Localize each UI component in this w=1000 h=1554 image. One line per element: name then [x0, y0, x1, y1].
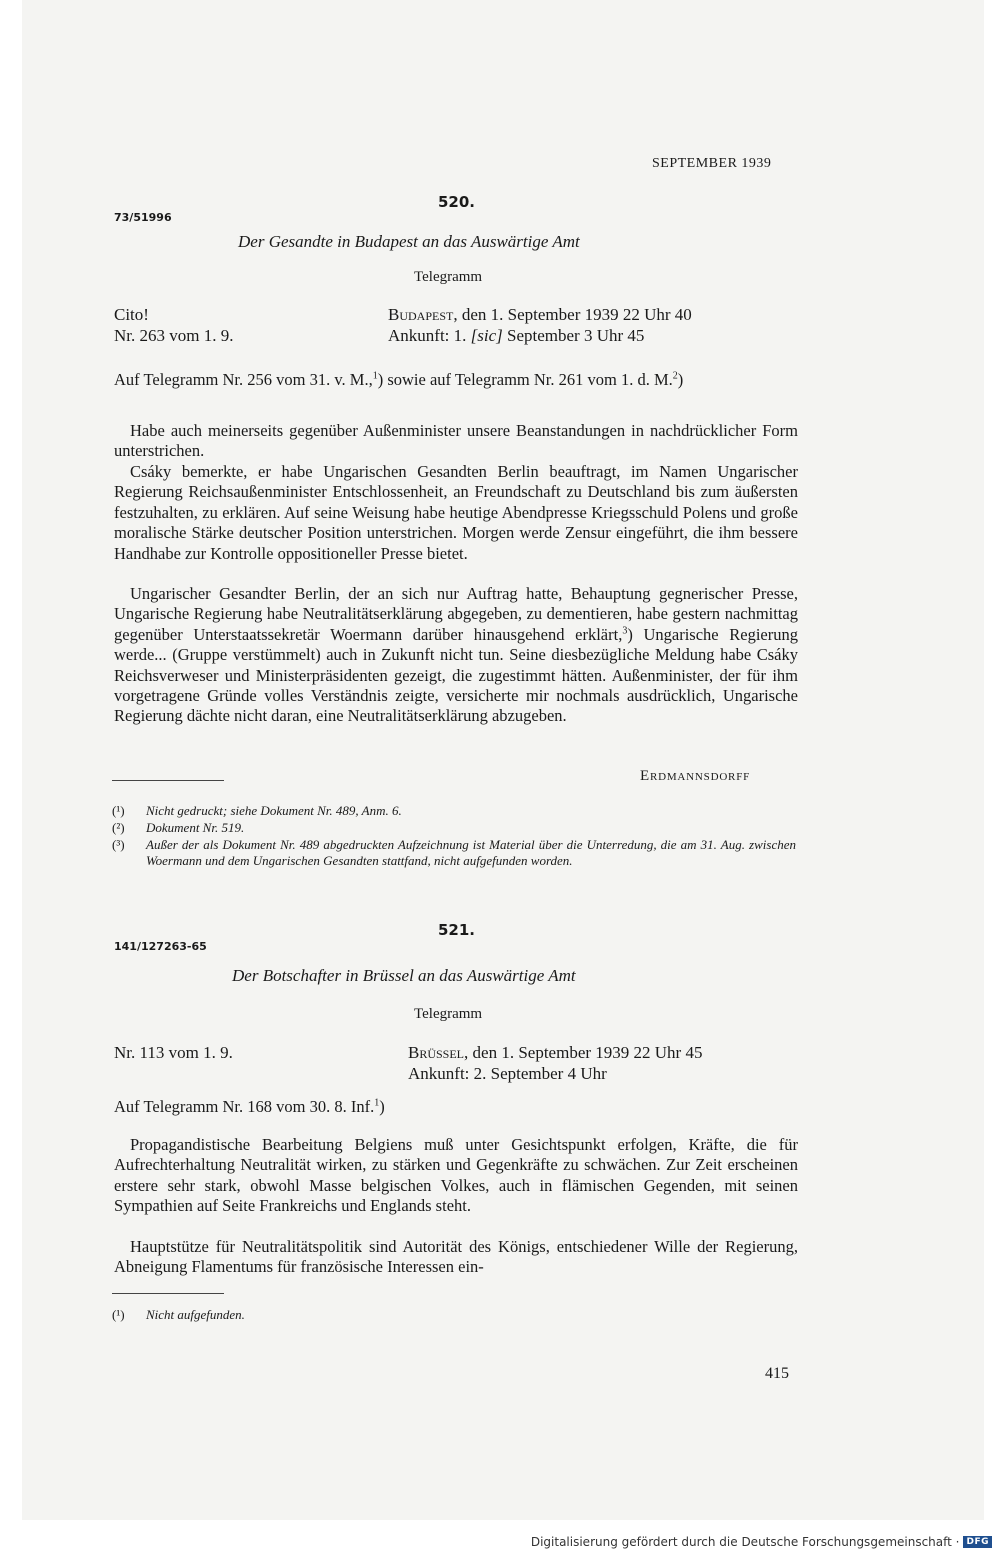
sent-line-521: [408, 1043, 702, 1063]
archive-reference-521: 141/127263-65: [114, 940, 207, 953]
body-paragraph-521-1: Propagandistische Bearbeitung Belgiens muß unter Gesichtspunkt erfolgen, Kräfte, die für Aufrechterhaltung Neutralität wirken, zu stärken und Gegenkräfte zu schwächen. Zur Zeit erscheinen erstere sehr stark, obwohl Masse belgischen Volkes, auch in flämischen Gegenden, mit seinen Sympathien auf Seite Frankreichs und Englands steht.: [114, 1135, 798, 1216]
footnote-text: Nicht aufgefunden.: [146, 1307, 245, 1322]
body-paragraph-520-1: Habe auch meinerseits gegenüber Außenminister unsere Beanstandungen in nachdrücklicher Form unterstrichen.: [114, 421, 798, 461]
footnote-marker: (³): [112, 837, 125, 852]
footnote-ref-1: 1: [372, 370, 378, 382]
arrival-rest-520: September 3 Uhr 45: [502, 326, 645, 345]
reference-text-a: Auf Telegramm Nr. 168 vom 30. 8. Inf.: [114, 1097, 375, 1116]
dfg-logo-icon: DFG: [963, 1536, 992, 1548]
sent-line-520: [388, 305, 692, 325]
arrival-line-521: Ankunft: 2. September 4 Uhr: [408, 1064, 607, 1083]
paragraph-3-text-b: ) Ungarische Regierung werde... (Gruppe verstümmelt) auch in Zukunft nicht tun. Seine diesbezügliche Meldung habe Csáky Reichsverweser und Ministerpräsidenten gezeigt, die zugestimmt hätten. Außenminister, der für ihm vorgetragene Gründe volles Verständnis zeigte, versicherte mir nochmals ausdrücklich, Ungarische Regierung dächte nicht daran, eine Neutralitätserklärung abzugeben.: [114, 624, 798, 726]
running-head: SEPTEMBER 1939: [652, 156, 772, 171]
document-type-520: Telegramm: [414, 269, 483, 285]
footnote-ref-2: 2: [672, 370, 678, 382]
body-paragraph-521-2: Hauptstütze für Neutralitätspolitik sind Autorität des Königs, entschiedener Wille der Regierung, Abneigung Flamentums für französische Interessen ein-: [114, 1237, 798, 1277]
telegram-number-521: Nr. 113 vom 1. 9.: [114, 1043, 233, 1062]
sent-datetime-520: , den 1. September 1939 22 Uhr 40: [453, 305, 692, 324]
credit-text: Digitalisierung gefördert durch die Deutsche Forschungsgemeinschaft ·: [530, 1535, 960, 1549]
footnote-520-1: [112, 803, 802, 819]
reference-text-b: ): [379, 1097, 385, 1116]
reference-paragraph-521: [114, 1097, 798, 1117]
paragraph-3-text-a: Ungarischer Gesandter Berlin, der an sich nur Auftrag hatte, Behauptung gegnerischer Presse, Ungarische Regierung habe Neutralitätserklärung abgegeben, zu dementieren, habe gestern nachmittag gegenüber Unterstaatssekretär Woermann darüber hinausgehend erklärt,: [114, 584, 798, 644]
reference-text-c: ): [677, 370, 684, 389]
sent-place-521: Brüssel: [408, 1043, 465, 1062]
reference-paragraph-520: [114, 370, 798, 390]
telegram-number-520: Nr. 263 vom 1. 9.: [114, 326, 234, 345]
footnote-520-3: [112, 837, 802, 868]
footnote-marker: (¹): [112, 1307, 125, 1322]
footnote-text: Außer der als Dokument Nr. 489 abgedruckten Aufzeichnung ist Material über die Unterredung, die am 31. Aug. zwischen Woermann und dem Ungarischen Gesandten stattfand, nicht aufgefunden worden.: [146, 837, 796, 868]
footnote-marker: (¹): [112, 803, 125, 818]
sent-datetime-521: , den 1. September 1939 22 Uhr 45: [464, 1043, 703, 1062]
footnote-520-2: [112, 820, 802, 836]
footnote-ref-1: 1: [374, 1097, 380, 1109]
document-title-521: Der Botschafter in Brüssel an das Auswärtige Amt: [232, 966, 576, 985]
document-number-520: 520.: [438, 193, 476, 211]
footnote-rule-520: [112, 780, 224, 781]
signature-520: Erdmannsdorff: [640, 768, 751, 784]
footnote-rule-521: [112, 1293, 224, 1294]
sent-place-520: Budapest: [388, 305, 454, 324]
dfg-credit: [531, 1535, 992, 1549]
footnote-ref-3: 3: [622, 625, 628, 637]
document-title-520: Der Gesandte in Budapest an das Auswärtige Amt: [238, 232, 580, 251]
body-paragraph-520-2: Csáky bemerkte, er habe Ungarischen Gesandten Berlin beauftragt, im Namen Ungarischer Regierung Reichsaußenminister Entschlossenheit, an Freundschaft zu Deutschland bis zum äußersten festzuhalten, zu erklären. Auf seine Weisung habe heutige Abendpresse Kriegsschuld Polens und große moralische Stärke deutscher Position unterstrichen. Morgen werde Zensur eingeführt, die ihm bessere Handhabe zur Kontrolle oppositioneller Presse bietet.: [114, 462, 798, 563]
page-number: 415: [765, 1365, 789, 1382]
footnote-text: Nicht gedruckt; siehe Dokument Nr. 489, Anm. 6.: [146, 803, 402, 818]
archive-reference-520: 73/51996: [114, 211, 172, 224]
document-number-521: 521.: [438, 921, 476, 939]
priority-marker-520: Cito!: [114, 305, 149, 324]
arrival-prefix-520: Ankunft: 1.: [388, 326, 471, 345]
reference-text-b: ) sowie auf Telegramm Nr. 261 vom 1. d. M.: [377, 370, 673, 389]
arrival-sic-520: [sic]: [470, 326, 503, 345]
document-page: [22, 0, 984, 1520]
document-type-521: Telegramm: [414, 1006, 483, 1022]
footnote-text: Dokument Nr. 519.: [146, 820, 245, 835]
arrival-line-520: [388, 326, 644, 346]
body-paragraph-520-3: [114, 584, 798, 727]
footnote-521-1: [112, 1307, 802, 1323]
footnote-marker: (²): [112, 820, 125, 835]
reference-text-a: Auf Telegramm Nr. 256 vom 31. v. M.,: [114, 370, 373, 389]
